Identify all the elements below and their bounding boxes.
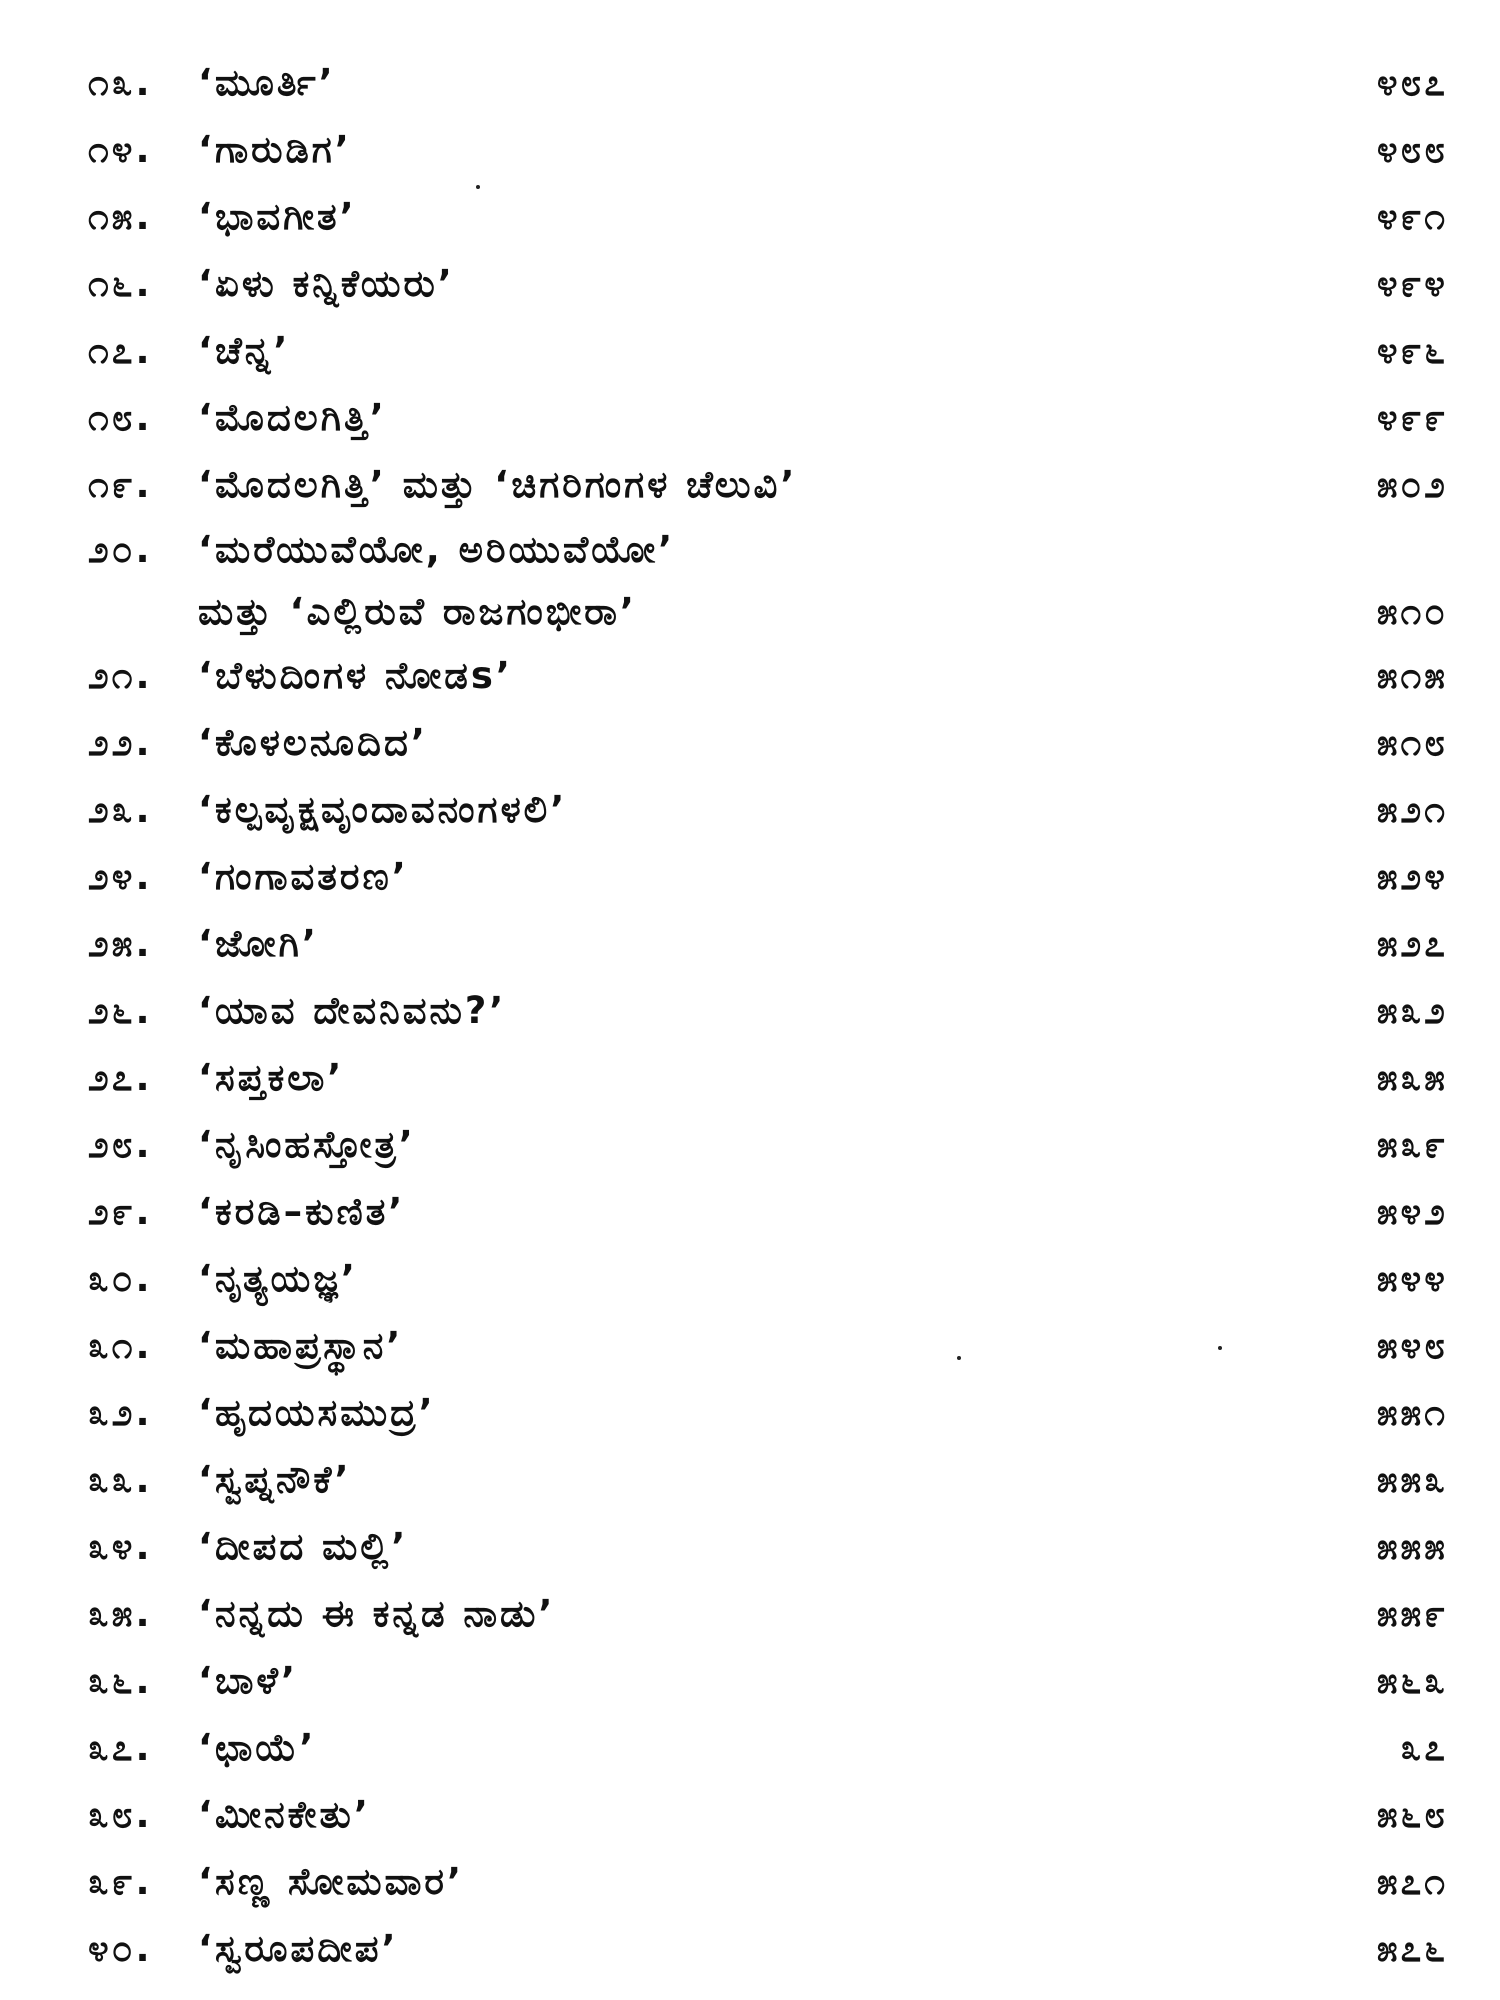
entry-number: ೧೬. [88, 262, 153, 306]
entry-title-line-2: ಮತ್ತು ‘ಎಲ್ಲಿರುವೆ ರಾಜಗಂಭೀರಾ’ [198, 590, 637, 633]
entry-page-number: ೪೮೮ [1376, 128, 1448, 172]
entry-page-number: ೫೨೧ [1376, 788, 1448, 832]
entry-page-number: ೫೧೦ [1376, 590, 1448, 633]
entry-number: ೨೮. [88, 1123, 153, 1167]
entry-number: ೩೯. [88, 1860, 153, 1904]
entry-title: ‘ಮೀನಕೇತು’ [198, 1793, 371, 1837]
toc-entry [88, 1715, 1448, 1782]
entry-number: ೨೭. [88, 1056, 153, 1100]
toc-entry [88, 777, 1448, 844]
print-speck [476, 185, 480, 189]
entry-title: ‘ಸಪ್ತಕಲಾ’ [198, 1056, 345, 1100]
entry-title: ‘ನೃಸಿಂಹಸ್ತೋತ್ರ’ [198, 1123, 416, 1167]
entry-page-number: ೫೩೯ [1376, 1123, 1448, 1167]
toc-entry [88, 1179, 1448, 1246]
entry-number: ೨೬. [88, 989, 153, 1033]
entry-number: ೩೩. [88, 1458, 153, 1502]
entry-number: ೪೦. [88, 1927, 153, 1971]
entry-number: ೧೩. [88, 61, 153, 105]
entry-page-number: ೫೦೨ [1376, 463, 1448, 507]
entry-number: ೨೪. [88, 855, 153, 899]
entry-number: ೩೦. [88, 1257, 153, 1301]
toc-entry [88, 50, 1448, 117]
entry-page-number: ೫೭೬ [1376, 1927, 1448, 1971]
toc-entry [88, 452, 1448, 519]
entry-title: ‘ಚೆನ್ನ’ [198, 329, 291, 373]
entry-title: ‘ಬಾಳೆ’ [198, 1659, 299, 1703]
entry-page-number: ೫೫೫ [1376, 1525, 1448, 1569]
toc-entry [88, 911, 1448, 978]
entry-title: ‘ಏಳು ಕನ್ನಿಕೆಯರು’ [198, 262, 455, 306]
toc-entry [88, 710, 1448, 777]
toc-entry [88, 1648, 1448, 1715]
toc-entry [88, 1045, 1448, 1112]
entry-title: ‘ಜೋಗಿ’ [198, 922, 319, 966]
toc-entry [88, 1782, 1448, 1849]
entry-title: ‘ಮಹಾಪ್ರಸ್ಥಾನ’ [198, 1324, 404, 1368]
entry-page-number: ೫೭೧ [1376, 1860, 1448, 1904]
entry-title: ‘ಮೊದಲಗಿತ್ತಿ’ ಮತ್ತು ‘ಚಿಗರಿಗಂಗಳ ಚೆಲುವಿ’ [198, 463, 798, 507]
entry-number: ೧೯. [88, 463, 153, 507]
entry-page-number: ೪೯೬ [1376, 329, 1448, 373]
toc-entry [88, 1380, 1448, 1447]
entry-title: ‘ಭಾವಗೀತ’ [198, 195, 357, 239]
entry-page-number: ೫೫೩ [1376, 1458, 1448, 1502]
entry-page-number: ೫೩೫ [1376, 1056, 1448, 1100]
entry-page-number: ೪೮೭ [1376, 61, 1448, 105]
entry-title [198, 519, 1448, 643]
entry-title: ‘ನೃತ್ಯಯಜ್ಞ’ [198, 1257, 358, 1301]
toc-entry [88, 519, 1448, 643]
toc-entry [88, 1112, 1448, 1179]
entry-number: ೩೨. [88, 1391, 153, 1435]
entry-title: ‘ಹೃದಯಸಮುದ್ರ’ [198, 1391, 436, 1435]
toc-entry [88, 1447, 1448, 1514]
entry-number: ೨೫. [88, 922, 153, 966]
entry-page-number: ೫೧೮ [1376, 721, 1448, 765]
print-speck [1218, 1346, 1222, 1350]
entry-title: ‘ದೀಪದ ಮಲ್ಲಿ’ [198, 1525, 409, 1569]
entry-title-line-1: ‘ಮರೆಯುವೆಯೋ, ಅರಿಯುವೆಯೋ’ [198, 528, 676, 571]
entry-title: ‘ಸ್ವಪ್ನನೌಕೆ’ [198, 1458, 352, 1502]
entry-page-number: ೩೭ [1400, 1726, 1448, 1770]
toc-entry [88, 117, 1448, 184]
entry-number: ೩೧. [88, 1324, 153, 1368]
toc-entry [88, 978, 1448, 1045]
table-of-contents [88, 50, 1448, 1983]
entry-page-number: ೫೨೪ [1376, 855, 1448, 899]
entry-page-number: ೫೬೩ [1376, 1659, 1448, 1703]
entry-page-number: ೫೪೮ [1376, 1324, 1448, 1368]
entry-number: ೨೨. [88, 721, 153, 765]
entry-number: ೩೬. [88, 1659, 153, 1703]
entry-page-number: ೫೩೨ [1376, 989, 1448, 1033]
entry-number: ೧೭. [88, 329, 153, 373]
entry-number: ೩೮. [88, 1793, 153, 1837]
entry-page-number: ೫೫೧ [1376, 1391, 1448, 1435]
entry-page-number: ೫೨೭ [1376, 922, 1448, 966]
entry-page-number: ೫೪೪ [1376, 1257, 1448, 1301]
entry-page-number: ೫೧೫ [1376, 654, 1448, 698]
entry-number: ೩೫. [88, 1592, 153, 1636]
toc-entry [88, 844, 1448, 911]
entry-number: ೨೦. [88, 528, 153, 571]
toc-entry [88, 251, 1448, 318]
toc-entry [88, 1916, 1448, 1983]
entry-title: ‘ಗಂಗಾವತರಣ’ [198, 855, 409, 899]
entry-title: ‘ಯಾವ ದೇವನಿವನು?’ [198, 989, 507, 1033]
entry-number: ೩೪. [88, 1525, 153, 1569]
toc-entry [88, 385, 1448, 452]
entry-page-number: ೫೫೯ [1376, 1592, 1448, 1636]
entry-page-number: ೪೯೪ [1376, 262, 1448, 306]
toc-entry [88, 1246, 1448, 1313]
toc-entry [88, 1581, 1448, 1648]
toc-entry [88, 1514, 1448, 1581]
entry-title: ‘ಬೆಳುದಿಂಗಳ ನೋಡs’ [198, 654, 513, 698]
toc-entry [88, 184, 1448, 251]
toc-entry [88, 1849, 1448, 1916]
entry-page-number: ೫೬೮ [1376, 1793, 1448, 1837]
entry-number: ೧೪. [88, 128, 153, 172]
toc-entry [88, 643, 1448, 710]
entry-title: ‘ಕಲ್ಪವೃಕ್ಷವೃಂದಾವನಂಗಳಲಿ’ [198, 788, 568, 832]
entry-title: ‘ಮೂರ್ತಿ’ [198, 61, 336, 105]
print-speck [957, 1356, 961, 1360]
entry-title: ‘ಛಾಯೆ’ [198, 1726, 317, 1770]
entry-number: ೨೧. [88, 654, 153, 698]
entry-title: ‘ಸಣ್ಣ ಸೋಮವಾರ’ [198, 1860, 465, 1904]
entry-number: ೨೩. [88, 788, 153, 832]
entry-title: ‘ನನ್ನದು ಈ ಕನ್ನಡ ನಾಡು’ [198, 1592, 556, 1636]
entry-title: ‘ಮೊದಲಗಿತ್ತಿ’ [198, 396, 387, 440]
entry-page-number: ೫೪೨ [1376, 1190, 1448, 1234]
entry-page-number: ೪೯೯ [1376, 396, 1448, 440]
entry-number: ೧೮. [88, 396, 153, 440]
toc-entry [88, 318, 1448, 385]
toc-entry [88, 1313, 1448, 1380]
entry-title: ‘ಕರಡಿ–ಕುಣಿತ’ [198, 1190, 406, 1234]
entry-number: ೨೯. [88, 1190, 153, 1234]
entry-number: ೧೫. [88, 195, 153, 239]
entry-title: ‘ಗಾರುಡಿಗ’ [198, 128, 352, 172]
entry-title: ‘ಸ್ವರೂಪದೀಪ’ [198, 1927, 399, 1971]
entry-title: ‘ಕೊಳಲನೂದಿದ’ [198, 721, 428, 765]
entry-number: ೩೭. [88, 1726, 153, 1770]
entry-page-number: ೪೯೧ [1376, 195, 1448, 239]
